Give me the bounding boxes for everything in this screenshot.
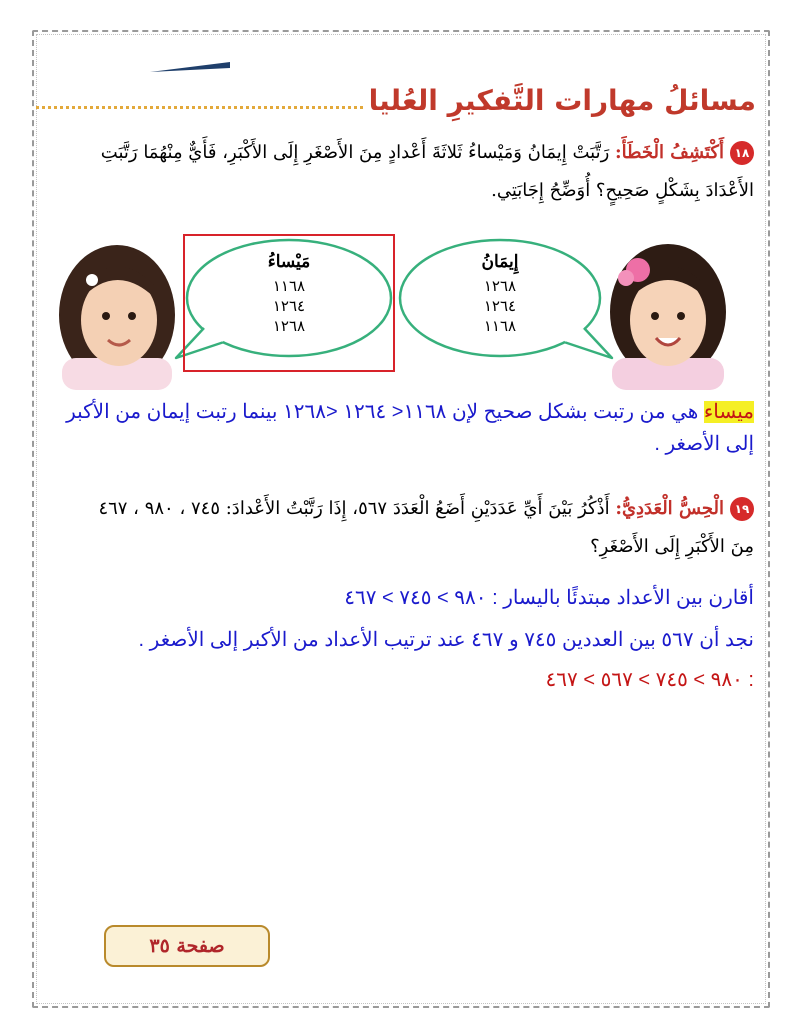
bubble-right-number: ١٢٦٤ [483, 297, 517, 315]
problem-text-line2: مِنَ الأَكْبَرِ إِلَى الأَصْغَرِ؟ [590, 536, 754, 557]
problem-text-line1: رَتَّبَتْ إِيمَانُ وَمَيْساءُ ثَلاثَةَ أَعْدادٍ مِنَ الأَصْغَرِ إِلَى الأَكْبَرِ، فَأَيٌّ مِنْهُمَا رَتَّبَتِ [100, 142, 616, 163]
answer-19-line3 [34, 664, 754, 696]
problem-19 [34, 490, 754, 566]
bubble-left-number: ١٢٦٤ [272, 297, 306, 315]
problem-number-badge: ١٩ [730, 497, 754, 521]
answer-19-line3-start: : ٩٨٠ > ٧٤٥ > [632, 669, 754, 691]
answer-19-line2: نجد أن ٥٦٧ بين العددين ٧٤٥ و ٤٦٧ عند ترتيب الأعداد من الأكبر إلى الأصغر . [138, 629, 754, 651]
answer-18-text: هي من رتبت بشكل صحيح لإن ١١٦٨< ١٢٦٤ <١٢٦٨ بينما رتبت إيمان من الأكبر إلى الأصغر . [66, 401, 754, 455]
answer-highlight: ميساء [703, 401, 754, 423]
section-header [36, 74, 756, 126]
page-number-label: صفحة ٣٥ [104, 925, 270, 967]
bubble-right-name: إِيمَانُ [481, 252, 519, 272]
problem-text-line2: الأَعْدَادَ بِشَكْلٍ صَحِيحٍ؟ أُوَضِّحُ إِجَابَتِي. [491, 180, 754, 201]
bubble-left-number: ١١٦٨ [272, 277, 306, 295]
bubble-left-number: ١٢٦٨ [272, 317, 306, 335]
girl-right-illustration [598, 240, 738, 390]
bubble-left-name: مَيْساءُ [267, 252, 311, 272]
girls-figure [52, 230, 742, 390]
problem-text-line1: أَذْكُرُ بَيْنَ أَيِّ عَدَدَيْنِ أَضَعُ الْعَدَدَ ٥٦٧، إِذَا رَتَّبْتُ الأَعْدادَ: ٧٤٥ ، ٩٨٠ ، ٤٦٧ [98, 498, 616, 519]
section-title: مسائلُ مهارات التَّفكيرِ العُليا [368, 83, 756, 117]
answer-19-line3-end: > ٤٦٧ [545, 669, 601, 691]
problem-18 [34, 134, 754, 210]
bubble-left-content [214, 252, 364, 336]
bubble-right-number: ١٢٦٨ [483, 277, 517, 295]
answer-19-inserted-number: ٥٦٧ [600, 669, 633, 691]
problem-keyword: الْحِسُّ الْعَدَدِيُّ: [615, 498, 724, 519]
header-dotted-line [36, 106, 363, 109]
problem-number-badge: ١٨ [730, 141, 754, 165]
answer-18 [34, 396, 754, 460]
problem-keyword: أَكْتَشِفُ الْخَطَأَ: [615, 142, 724, 163]
answer-19-line1: أقارن بين الأعداد مبتدئًا باليسار : ٩٨٠ > ٧٤٥ > ٤٦٧ [344, 587, 754, 609]
bubble-right-number: ١١٦٨ [483, 317, 517, 335]
bubble-right-content [425, 252, 575, 336]
